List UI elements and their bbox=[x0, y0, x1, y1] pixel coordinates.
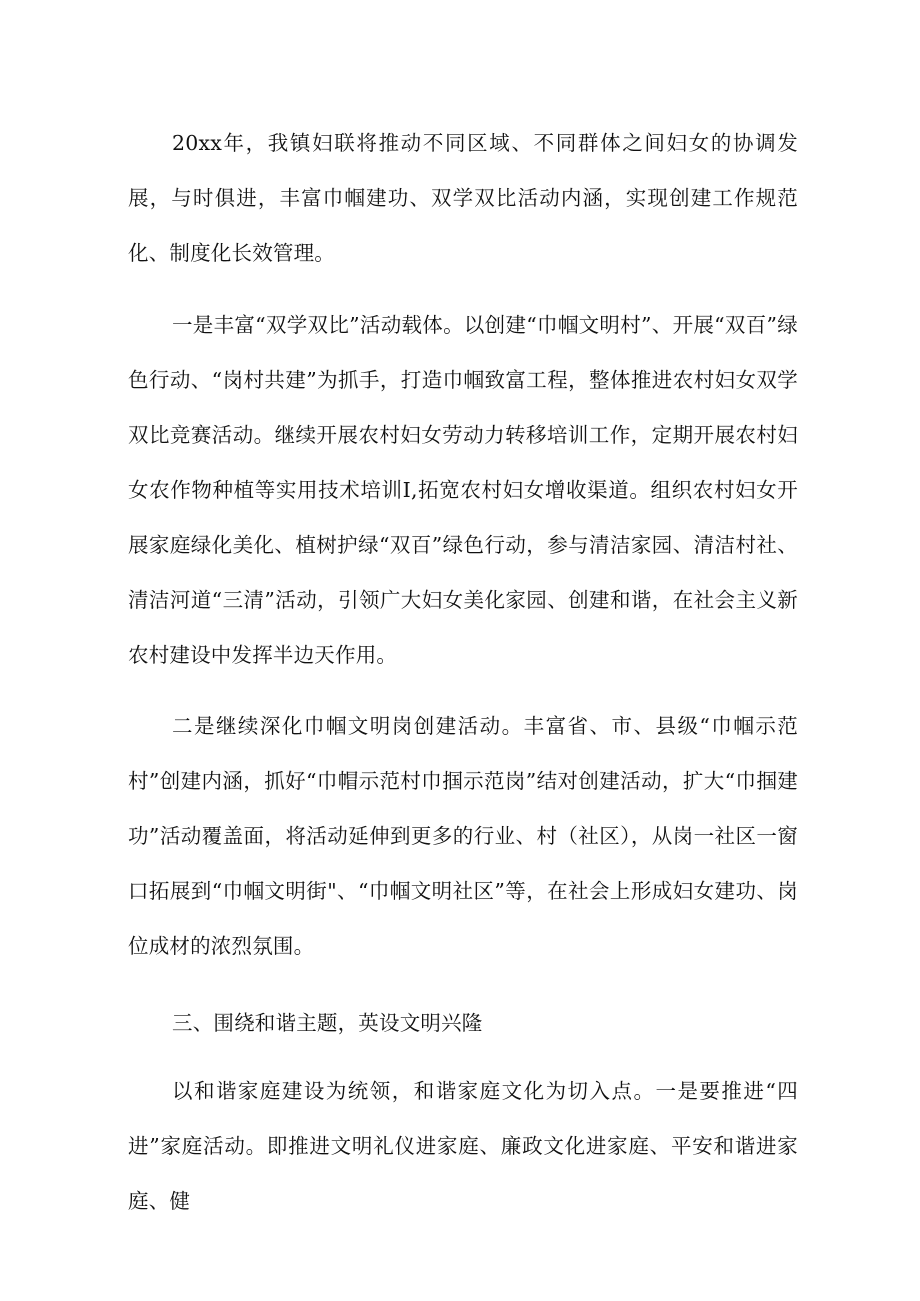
paragraph-intro: 20xx年，我镇妇联将推动不同区域、不同群体之间妇女的协调发展，与时俱进，丰富巾帼建功、双学双比活动内涵，实现创建工作规范化、制度化长效管理。 bbox=[128, 131, 798, 265]
paragraph-hexie-jiating: 以和谐家庭建设为统领，和谐家庭文化为切入点。一是要推进“四进”家庭活动。即推进文明礼仪进家庭、廉政文化进家庭、平安和谐进家庭、健 bbox=[128, 1079, 798, 1213]
paragraph-shuangxue-shuangbi: 一是丰富“双学双比”活动载体。以创建“巾帼文明村”、开展“双百”绿色行动、“岗村共建”为抓手，打造巾帼致富工程，整体推进农村妇女双学双比竞赛活动。继续开展农村妇女劳动力转移培训工作，定期开展农村妇女农作物种植等实用技术培训I,拓宽农村妇女增收渠道。组织农村妇女开展家庭绿化美化、植树护绿“双百”绿色行动，参与清洁家园、清洁村社、清洁河道“三清”活动，引领广大妇女美化家园、创建和谐，在社会主义新农村建设中发挥半边天作用。 bbox=[128, 313, 798, 667]
section-heading: 三、围绕和谐主题，英设文明兴隆 bbox=[172, 1011, 483, 1035]
paragraph-jinguo-wenming-gang: 二是继续深化巾帼文明岗创建活动。丰富省、市、县级“巾帼示范村”创建内涵，抓好“巾帽示范村巾掴示范岗”结对创建活动，扩大“巾掴建功”活动覆盖面，将活动延伸到更多的行业、村（社区），从岗一社区一窗口拓展到“巾帼文明街"、“巾帼文明社区”等，在社会上形成妇女建功、岗位成材的浓烈氛围。 bbox=[128, 714, 798, 958]
